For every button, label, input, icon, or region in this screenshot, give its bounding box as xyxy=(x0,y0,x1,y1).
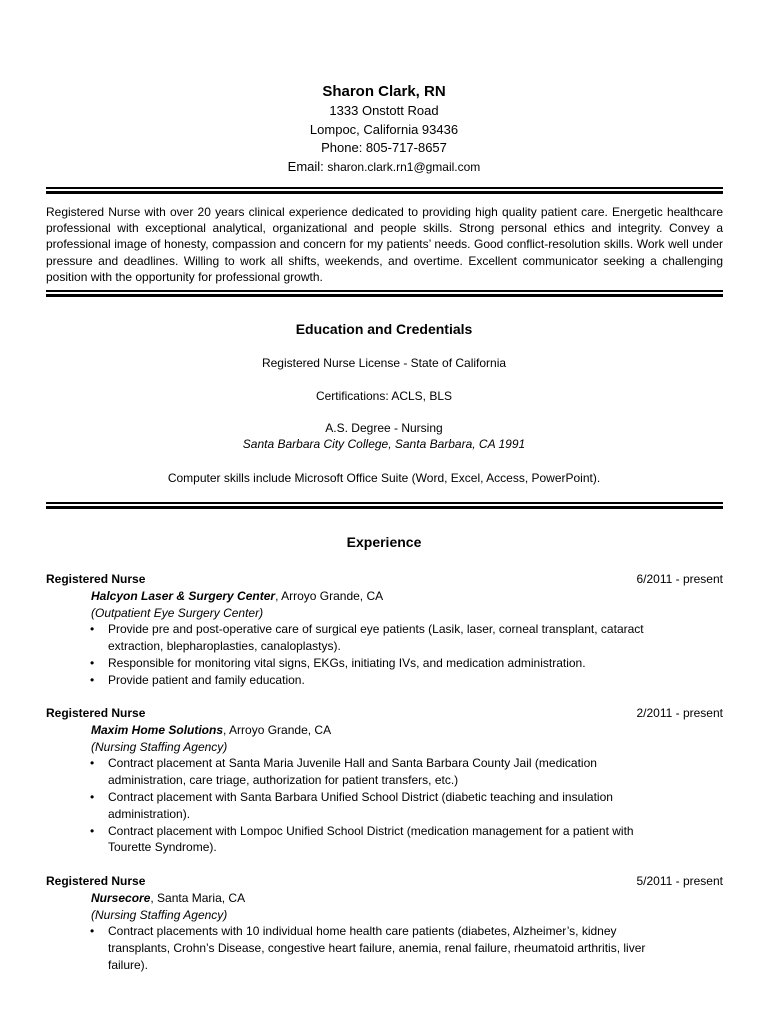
certifications: Certifications: ACLS, BLS xyxy=(315,389,453,403)
employer-location: , Arroyo Grande, CA xyxy=(275,588,384,603)
job-entry xyxy=(46,571,723,689)
job-entry xyxy=(46,705,723,856)
candidate-name: Sharon Clark, RN xyxy=(322,83,446,100)
section-divider xyxy=(46,187,723,194)
duty-text: Contract placements with 10 individual home health care patients (diabetes, Alzheimer’s, kidney transplants, Crohn’s Disease, congestive heart failure, anemia, renal failure, rheumatoid arthritis, liver failure). xyxy=(108,924,646,972)
duty-text: Contract placement with Lompoc Unified School District (medication management for a patient with Tourette Syndrome). xyxy=(108,823,634,855)
list-item: • Contract placements with 10 individual home health care patients (diabetes, Alzheimer’s, kidney transplants, Crohn’s Disease, congestive heart failure, anemia, renal failure, rheumatoid arthritis, liver failure). xyxy=(90,924,646,972)
experience-heading: Experience xyxy=(346,534,422,550)
job-dates: 2/2011 - present xyxy=(636,706,723,720)
degree: A.S. Degree - Nursing xyxy=(325,421,443,435)
list-item: • Provide patient and family education. xyxy=(90,672,305,687)
school: Santa Barbara City College, Santa Barbara, CA 1991 xyxy=(242,437,526,451)
duty-text: Responsible for monitoring vital signs, EKGs, initiating IVs, and medication administration. xyxy=(108,655,586,670)
street-address: 1333 Onstott Road xyxy=(329,103,439,118)
employer-name: Nursecore xyxy=(91,890,151,905)
employer-type: (Nursing Staffing Agency) xyxy=(91,907,228,922)
education-heading: Education and Credentials xyxy=(295,321,473,337)
employer-type: (Outpatient Eye Surgery Center) xyxy=(91,605,264,620)
contact-header xyxy=(0,82,768,176)
employer-name: Halcyon Laser & Surgery Center xyxy=(91,588,276,603)
section-divider xyxy=(46,502,723,509)
job-dates: 5/2011 - present xyxy=(636,874,723,888)
email-label: Email: xyxy=(287,158,328,174)
job-dates: 6/2011 - present xyxy=(636,572,723,586)
job-entry xyxy=(46,873,723,974)
email-line xyxy=(0,158,768,177)
duty-text: Contract placement with Santa Barbara Unified School District (diabetic teaching and insulation administration). xyxy=(108,789,613,821)
list-item: • Provide pre and post-operative care of surgical eye patients (Lasik, laser, corneal transplant, cataract extraction, blepharoplasties, canaloplastys). xyxy=(90,622,644,654)
employer xyxy=(46,722,723,739)
employer xyxy=(46,890,723,907)
job-title: Registered Nurse xyxy=(46,572,146,586)
duties-list xyxy=(46,755,670,856)
nursing-license: Registered Nurse License - State of California xyxy=(261,356,507,370)
duties-list xyxy=(46,923,670,973)
employer-name: Maxim Home Solutions xyxy=(91,722,224,737)
email-address: sharon.clark.rn1@gmail.com xyxy=(327,159,481,174)
city-state-zip: Lompoc, California 93436 xyxy=(309,121,459,137)
section-divider xyxy=(46,290,723,297)
duty-text: Provide patient and family education. xyxy=(108,672,305,687)
computer-skills: Computer skills include Microsoft Office Suite (Word, Excel, Access, PowerPoint). xyxy=(167,471,601,485)
list-item: • Contract placement with Lompoc Unified School District (medication management for a patient with Tourette Syndrome). xyxy=(90,823,634,855)
list-item: • Contract placement at Santa Maria Juvenile Hall and Santa Barbara County Jail (medication administration, care triage, authorization for patient transfers, etc.) xyxy=(90,756,597,788)
duty-text: Provide pre and post-operative care of surgical eye patients (Lasik, laser, corneal transplant, cataract extraction, blepharoplasties, canaloplastys). xyxy=(108,622,644,654)
employer-location: , Santa Maria, CA xyxy=(150,890,246,905)
employer-location: , Arroyo Grande, CA xyxy=(223,722,332,737)
employer-type: (Nursing Staffing Agency) xyxy=(91,739,228,754)
duties-list xyxy=(46,621,670,688)
professional-summary: Registered Nurse with over 20 years clinical experience dedicated to providing high quality patient care. Energetic healthcare professional with exceptional analytical, organizational and people skills. Strong personal ethics and integrity. Convey a professional image of honesty, compassion and concern for my patients’ needs. Good conflict-resolution skills. Work well under pressure and deadlines. Willing to work all shifts, weekends, and overtime. Excellent communicator seeking a challenging position with the opportunity for professional growth. xyxy=(46,205,723,284)
list-item: • Contract placement with Santa Barbara Unified School District (diabetic teaching and insulation administration). xyxy=(90,789,613,821)
duty-text: Contract placement at Santa Maria Juvenile Hall and Santa Barbara County Jail (medication administration, care triage, authorization for patient transfers, etc.) xyxy=(108,756,597,788)
list-item: • Responsible for monitoring vital signs, EKGs, initiating IVs, and medication administration. xyxy=(90,655,586,670)
job-title: Registered Nurse xyxy=(46,874,146,888)
employer xyxy=(46,588,723,605)
phone-number: Phone: 805-717-8657 xyxy=(321,140,447,155)
job-title: Registered Nurse xyxy=(46,706,146,720)
